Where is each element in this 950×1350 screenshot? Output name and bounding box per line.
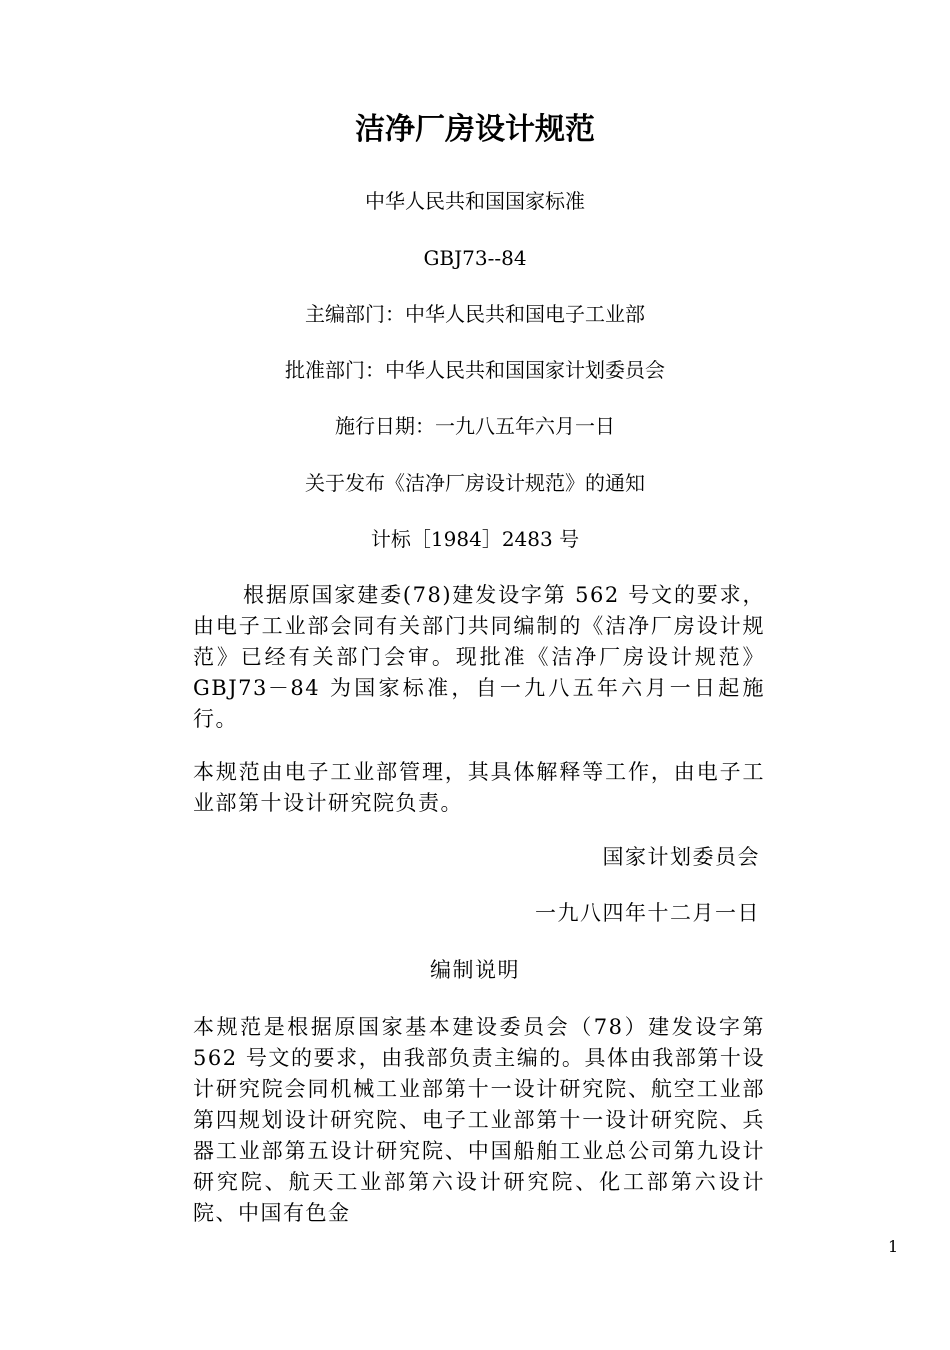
standard-code: GBJ73--84: [423, 246, 527, 270]
editor-department: 主编部门：中华人民共和国电子工业部: [305, 302, 645, 326]
approval-department: 批准部门：中华人民共和国国家计划委员会: [285, 358, 665, 382]
notice-paragraph-1: 根据原国家建委(78)建发设字第 562 号文的要求，由电子工业部会同有关部门共同编制的《洁净厂房设计规范》已经有关部门会审。现批准《洁净厂房设计规范》GBJ73－84 为国家标准，自一九八五年六月一日起施行。: [193, 583, 765, 731]
notice-title: 关于发布《洁净厂房设计规范》的通知: [305, 471, 645, 495]
effective-date: 施行日期：一九八五年六月一日: [335, 414, 615, 438]
standard-type: 中华人民共和国国家标准: [365, 189, 585, 213]
document-title: 洁净厂房设计规范: [355, 112, 595, 147]
signature-organization: 国家计划委员会: [602, 845, 760, 869]
notice-number: 计标［1984］2483 号: [370, 527, 580, 551]
signature-date: 一九八四年十二月一日: [535, 901, 760, 925]
page-number: 1: [888, 1237, 899, 1256]
notice-paragraph-2: 本规范由电子工业部管理，其具体解释等工作，由电子工业部第十设计研究院负责。: [193, 760, 765, 815]
explanation-paragraph: 本规范是根据原国家基本建设委员会（78）建发设字第 562 号文的要求，由我部负责主编的。具体由我部第十设计研究院会同机械工业部第十一设计研究院、航空工业部第四规划设计研究院、电子工业部第十一设计研究院、兵器工业部第五设计研究院、中国船舶工业总公司第九设计研究院、航天工业部第六设计研究院、化工部第六设计院、中国有色金: [193, 1015, 765, 1225]
section-heading: 编制说明: [430, 958, 520, 982]
